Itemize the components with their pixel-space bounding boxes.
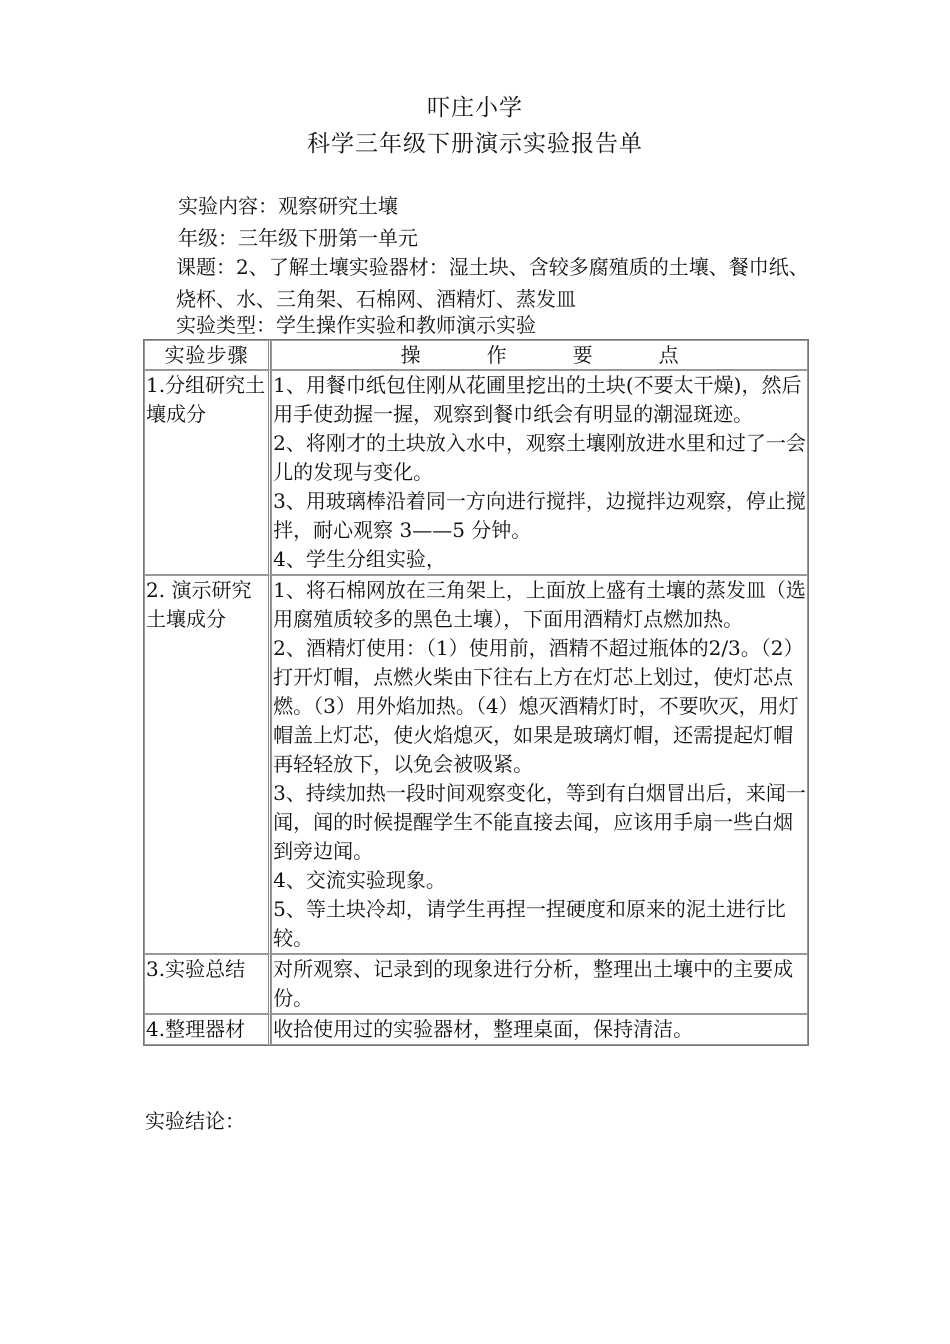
header-points-char: 点 bbox=[658, 343, 679, 367]
point-item: 1、将石棉网放在三角架上，上面放上盛有土壤的蒸发皿（选用腐殖质较多的黑色土壤），下面用酒精灯点燃加热。 bbox=[273, 578, 806, 631]
topic-label: 课题：2、了解土壤实验器材：湿土块、含较多腐殖质的土壤、餐巾纸、烧杯、水、三角架、石棉网、酒精灯、蒸发皿 bbox=[176, 255, 809, 311]
step-cell: 3.实验总结 bbox=[144, 954, 271, 1014]
point-item: 3、持续加热一段时间观察变化，等到有白烟冒出后，来闻一闻，闻的时候提醒学生不能直接去闻，应该用手扇一些白烟到旁边闻。 bbox=[273, 781, 806, 863]
experiment-content bbox=[178, 190, 818, 222]
point-item: 1、用餐巾纸包住刚从花圃里挖出的土块(不要太干燥)，然后用手使劲握一握，观察到餐巾纸会有明显的潮湿斑迹。 bbox=[273, 373, 802, 426]
point-item: 4、学生分组实验， bbox=[273, 547, 446, 571]
conclusion-label: 实验结论： bbox=[145, 1109, 245, 1133]
points-cell bbox=[271, 954, 808, 1014]
point-item: 2、酒精灯使用：（1）使用前，酒精不超过瓶体的2/3。（2）打开灯帽，点燃火柴由下往右上方在灯芯上划过，使灯芯点燃。（3）用外焰加热。（4）熄灭酒精灯时，不要吹灭，用灯帽盖上灯芯，使火焰熄灭，如果是玻璃灯帽，还需提起灯帽再轻轻放下，以免会被吸紧。 bbox=[273, 636, 804, 776]
header-step: 实验步骤 bbox=[144, 340, 271, 370]
experiment-type-label: 实验类型：学生操作实验和教师演示实验 bbox=[176, 313, 536, 337]
table-row bbox=[144, 370, 808, 575]
point-item: 4、交流实验现象。 bbox=[273, 868, 446, 892]
header-points-char: 操 bbox=[400, 343, 421, 367]
point-item: 3、用玻璃棒沿着同一方向进行搅拌，边搅拌边观察，停止搅拌，耐心观察 3——5 分钟。 bbox=[273, 489, 806, 542]
header-points-char: 作 bbox=[486, 343, 507, 367]
school-name: 吓庄小学 bbox=[427, 95, 523, 121]
experiment-content-label: 实验内容：观察研究土壤 bbox=[178, 194, 398, 218]
points-cell bbox=[271, 575, 808, 954]
grade-label: 年级：三年级下册第一单元 bbox=[178, 226, 418, 250]
points-cell bbox=[271, 370, 808, 575]
point-item: 5、等土块冷却，请学生再捏一捏硬度和原来的泥土进行比较。 bbox=[273, 897, 786, 950]
table-header-row bbox=[144, 340, 808, 370]
header-points bbox=[271, 340, 808, 370]
table-row bbox=[144, 575, 808, 954]
point-item: 对所观察、记录到的现象进行分析，整理出土壤中的主要成份。 bbox=[273, 957, 794, 1010]
topic-info bbox=[176, 251, 818, 315]
experiment-type bbox=[176, 309, 816, 341]
point-item: 收拾使用过的实验器材，整理桌面，保持清洁。 bbox=[273, 1017, 694, 1041]
table-row bbox=[144, 1014, 808, 1045]
points-cell bbox=[271, 1014, 808, 1045]
table-row bbox=[144, 954, 808, 1014]
point-item: 2、将刚才的土块放入水中，观察土壤刚放进水里和过了一会儿的发现与变化。 bbox=[273, 431, 806, 484]
header-points-char: 要 bbox=[572, 343, 593, 367]
step-cell: 2. 演示研究土壤成分 bbox=[144, 575, 271, 954]
report-title: 科学三年级下册演示实验报告单 bbox=[307, 131, 643, 157]
grade-info bbox=[178, 222, 818, 254]
step-cell: 4.整理器材 bbox=[144, 1014, 271, 1045]
experiment-table bbox=[143, 339, 809, 1046]
step-cell: 1.分组研究土壤成分 bbox=[144, 370, 271, 575]
